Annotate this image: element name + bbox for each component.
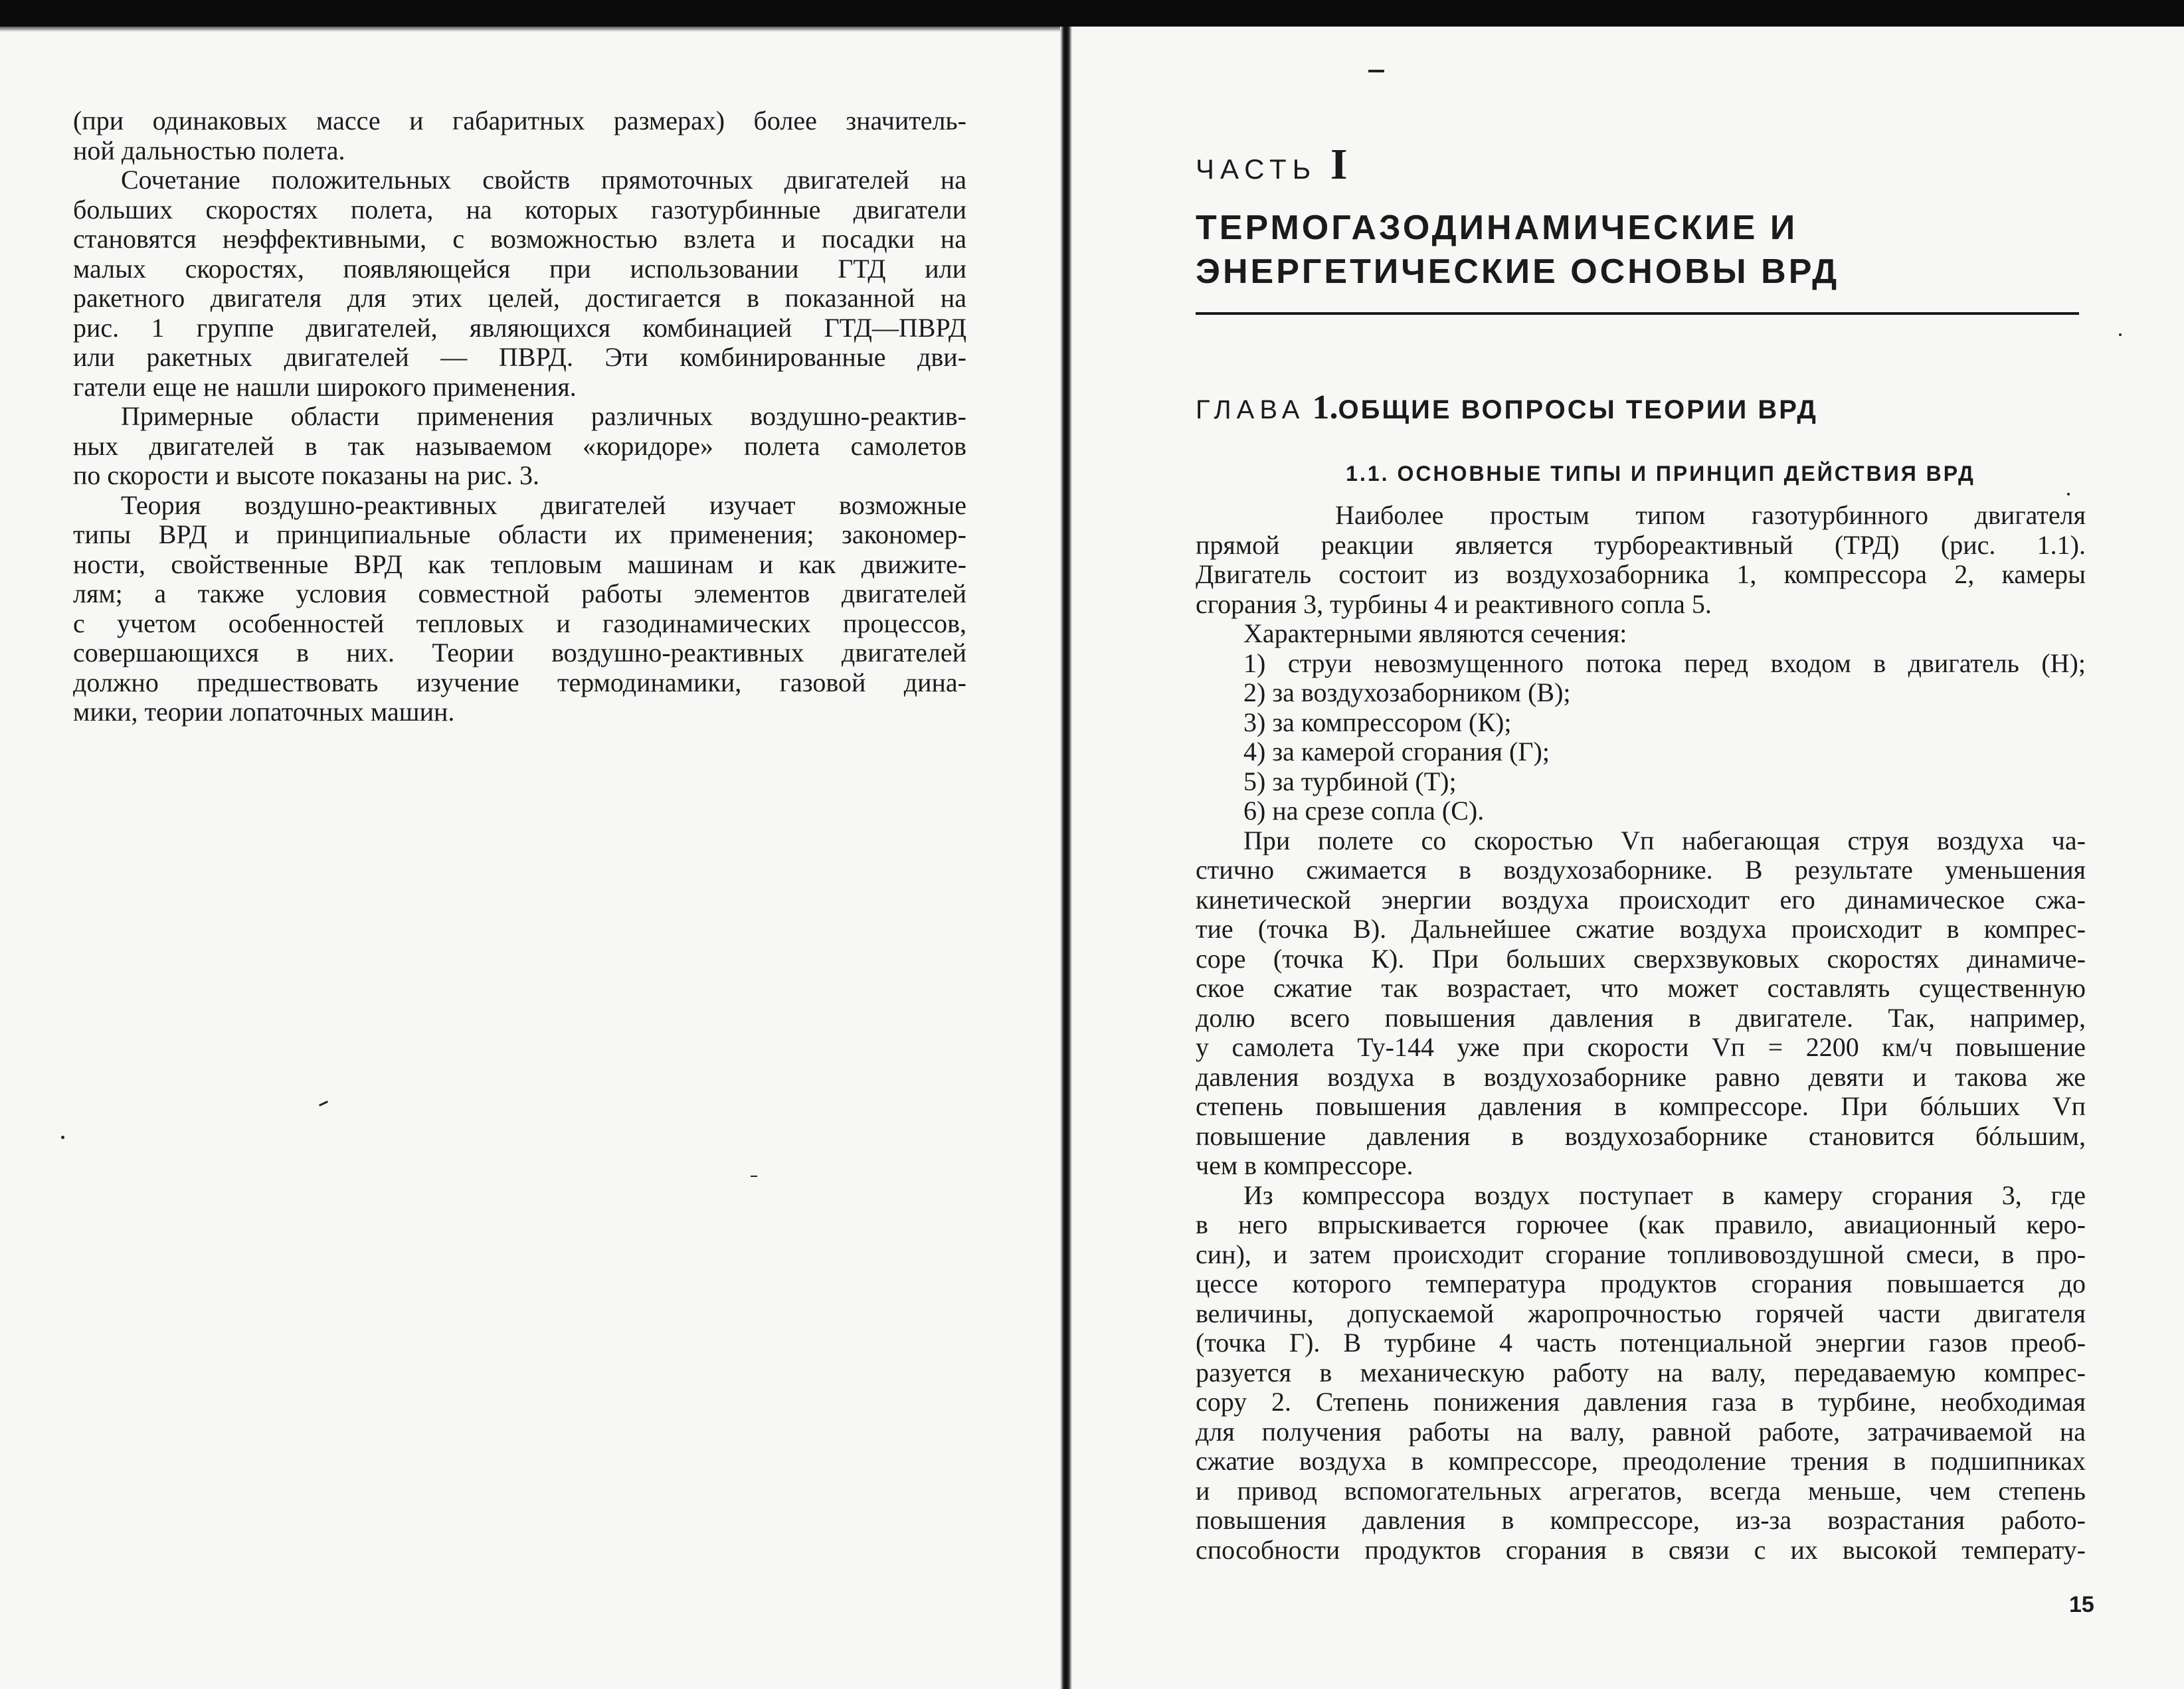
- text-line: повышение давления в воздухозаборнике становится бóльшим,: [1196, 1120, 2086, 1151]
- text-line: кинетической энергии воздуха происходит его динамическое сжа-: [1196, 884, 2086, 915]
- text-line: и привод вспомогательных агрегатов, всегда меньше, чем степень: [1196, 1475, 2086, 1506]
- list-item: 2) за воздухозаборником (В);: [1243, 677, 1571, 707]
- text-line: больших скоростях полета, на которых газотурбинные двигатели: [73, 194, 966, 224]
- page-number: 15: [2069, 1592, 2094, 1617]
- heading-rule: [1196, 312, 2079, 315]
- part-title-line: ЭНЕРГЕТИЧЕСКИЕ ОСНОВЫ ВРД: [1196, 252, 1840, 291]
- scan-speck: [61, 1136, 64, 1139]
- list-item: 1) струи невозмущенного потока перед входом в двигатель (Н);: [1243, 648, 2086, 678]
- text-line: тие (точка В). Дальнейшее сжатие воздуха происходит в компрес-: [1196, 914, 2086, 944]
- left-paragraph-4: [73, 491, 966, 727]
- text-line: ных двигателей в так называемом «коридоре» полета самолетов: [73, 430, 966, 461]
- text-line: мики, теории лопаточных машин.: [73, 697, 455, 727]
- text-line: ское сжатие так возрастает, что может составлять существенную: [1196, 973, 2086, 1003]
- right-page: [1196, 139, 2086, 1565]
- text-line: соре (точка К). При больших сверхзвуковых скоростях динамиче-: [1196, 943, 2086, 974]
- scan-speck: [751, 1176, 757, 1177]
- text-line: Из компрессора воздух поступает в камеру сгорания 3, где: [1243, 1180, 2086, 1210]
- text-line: Теория воздушно-реактивных двигателей изучает возможные: [121, 489, 966, 520]
- list-item: 5) за турбиной (Т);: [1243, 766, 1457, 796]
- scan-speck: [2119, 333, 2122, 336]
- chapter-heading: [1196, 388, 2086, 427]
- text-line: типы ВРД и принципиальные области их применения; закономер-: [73, 519, 966, 549]
- left-paragraph-3: [73, 402, 966, 491]
- left-page: [73, 106, 966, 727]
- part-heading: [1196, 139, 2086, 190]
- text-line: (точка Г). В турбине 4 часть потенциальной энергии газов преоб-: [1196, 1328, 2086, 1358]
- text-line: разуется в механическую работу на валу, передаваемую компрес-: [1196, 1357, 2086, 1387]
- scan-speck: [1368, 70, 1384, 72]
- text-line: Сочетание положительных свойств прямоточных двигателей на: [121, 165, 966, 195]
- text-line: прямой реакции является турбореактивный (ТРД) (рис. 1.1).: [1196, 529, 2086, 560]
- chapter-number: 1.: [1312, 389, 1338, 426]
- list-item: 3) за компрессором (К);: [1243, 707, 1512, 737]
- text-line: Примерные области применения различных воздушно-реактив-: [121, 401, 966, 431]
- right-paragraph-2: [1196, 826, 2086, 1181]
- text-line: При полете со скоростью Vп набегающая струя воздуха ча-: [1243, 825, 2086, 855]
- text-line: Двигатель состоит из воздухозаборника 1, компрессора 2, камеры: [1196, 559, 2086, 589]
- text-line: стично сжимается в воздухозаборнике. В результате уменьшения: [1196, 855, 2086, 885]
- sections-list: [1196, 649, 2086, 826]
- text-line: сгорания 3, турбины 4 и реактивного сопла 5.: [1196, 588, 1712, 619]
- text-line: лям; а также условия совместной работы элементов двигателей: [73, 578, 966, 608]
- left-paragraph-2: [73, 165, 966, 402]
- text-line: рис. 1 группе двигателей, являющихся комбинацией ГТД—ПВРД: [73, 312, 966, 343]
- text-line: в него впрыскивается горючее (как правило, авиационный керо-: [1196, 1209, 2086, 1239]
- text-line: чем в компрессоре.: [1196, 1150, 1413, 1180]
- chapter-title: ОБЩИЕ ВОПРОСЫ ТЕОРИИ ВРД: [1338, 395, 1818, 424]
- text-line: долю всего повышения давления в двигателе. Так, например,: [1196, 1002, 2086, 1033]
- right-paragraph-3: [1196, 1181, 2086, 1565]
- part-label: ЧАСТЬ: [1196, 153, 1317, 185]
- text-line: с учетом особенностей тепловых и газодинамических процессов,: [73, 608, 966, 638]
- list-item: 6) на срезе сопла (С).: [1243, 796, 1485, 826]
- right-body: [1196, 501, 2086, 1565]
- text-line: становятся неэффективными, с возможностью взлета и посадки на: [73, 224, 966, 254]
- text-line: совершающихся в них. Теории воздушно-реактивных двигателей: [73, 638, 966, 667]
- text-line: давления воздуха в воздухозаборнике равно девяти и такова же: [1196, 1061, 2086, 1092]
- text-line: цессе которого температура продуктов сгорания повышается до: [1196, 1269, 2086, 1298]
- part-number: I: [1330, 140, 1348, 189]
- text-line: ности, свойственные ВРД как тепловым машинам и как движите-: [73, 549, 966, 579]
- text-line: сжатие воздуха в компрессоре, преодоление трения в подшипниках: [1196, 1446, 2086, 1476]
- chapter-label: ГЛАВА: [1196, 395, 1305, 424]
- list-item: 4) за камерой сгорания (Г);: [1243, 737, 1550, 766]
- sections-lead: [1196, 619, 2086, 649]
- text-line: син), и затем происходит сгорание топливовоздушной смеси, в про-: [1196, 1239, 2086, 1269]
- intro-paragraph: [1196, 501, 2086, 619]
- left-paragraph-1: [73, 106, 966, 165]
- text-line: по скорости и высоте показаны на рис. 3.: [73, 460, 539, 490]
- text-line: (при одинаковых массе и габаритных размерах) более значитель-: [73, 106, 966, 135]
- text-line: Наиболее простым типом газотурбинного двигателя: [1335, 500, 2086, 530]
- text-line: должно предшествовать изучение термодинамики, газовой дина-: [73, 667, 966, 697]
- text-line: ной дальностью полета.: [73, 135, 345, 165]
- text-line: Характерными являются сечения:: [1243, 618, 1627, 648]
- part-title: [1196, 206, 2086, 294]
- text-line: для получения работы на валу, равной работе, затрачиваемой на: [1196, 1416, 2086, 1447]
- section-heading: 1.1. ОСНОВНЫЕ ТИПЫ И ПРИНЦИП ДЕЙСТВИЯ ВРД: [1346, 462, 1975, 486]
- text-line: у самолета Ту-144 уже при скорости Vп = 2200 км/ч повышение: [1196, 1032, 2086, 1062]
- text-line: сору 2. Степень понижения давления газа в турбине, необходимая: [1196, 1387, 2086, 1417]
- text-line: малых скоростях, появляющейся при использовании ГТД или: [73, 253, 966, 284]
- text-line: способности продуктов сгорания в связи с их высокой температу-: [1196, 1534, 2086, 1565]
- scan-top-shadow: [0, 27, 1063, 32]
- text-line: или ракетных двигателей — ПВРД. Эти комбинированные дви-: [73, 342, 966, 372]
- part-title-line: ТЕРМОГАЗОДИНАМИЧЕСКИЕ И: [1196, 209, 1798, 247]
- text-line: повышения давления в компрессоре, из-за возрастания работо-: [1196, 1505, 2086, 1535]
- text-line: гатели еще не нашли широкого применения.: [73, 371, 577, 402]
- text-line: величины, допускаемой жаропрочностью горячей части двигателя: [1196, 1298, 2086, 1328]
- scan-speck: [319, 1101, 328, 1107]
- text-line: ракетного двигателя для этих целей, достигается в показанной на: [73, 283, 966, 313]
- book-spine: [1060, 27, 1072, 1689]
- text-line: степень повышения давления в компрессоре. При бóльших Vп: [1196, 1091, 2086, 1121]
- scan-top-edge: [0, 0, 2184, 27]
